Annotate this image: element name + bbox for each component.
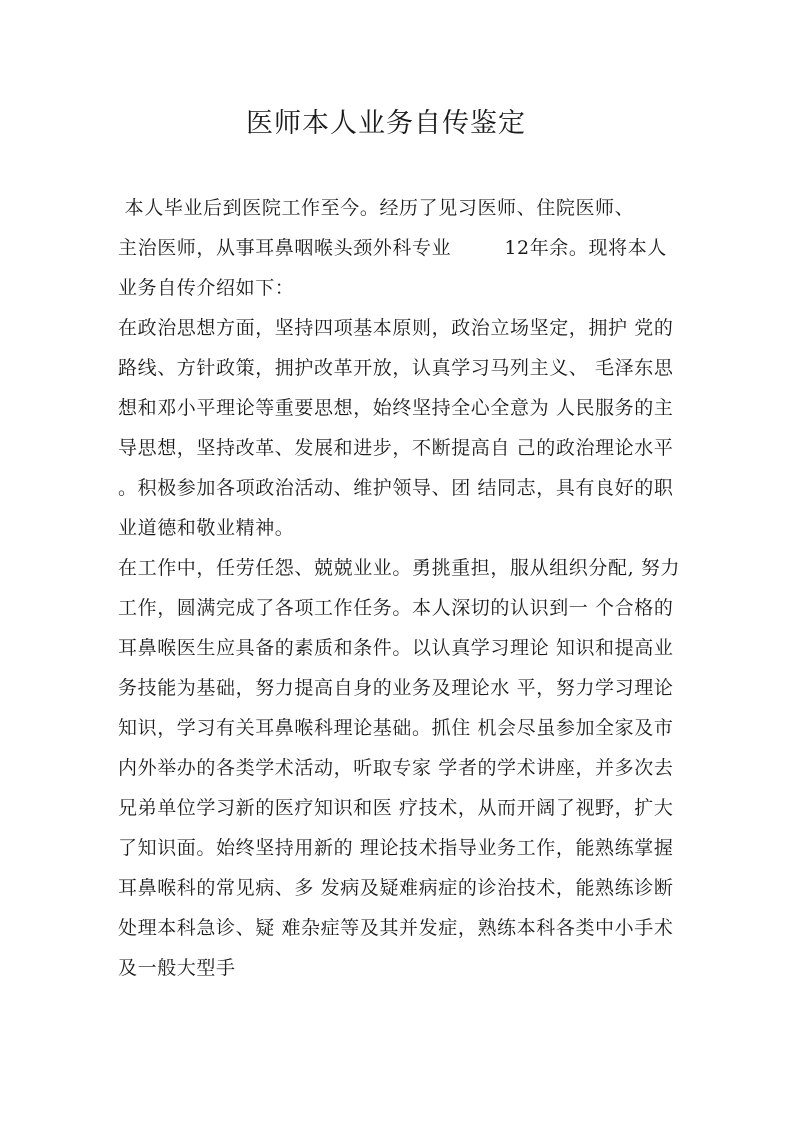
body-line-11: 工作，圆满完成了各项工作任务。本人深切的认识到一 个合格的	[118, 597, 674, 619]
body-line-4: 在政治思想方面，坚持四项基本原则，政治立场坚定，拥护 党的	[118, 317, 674, 339]
document-title: 医师本人业务自传鉴定	[246, 108, 526, 139]
body-line-1: 本人毕业后到医院工作至今。经历了见习医师、住院医师、	[118, 197, 635, 219]
body-line-10: 在工作中，任劳任怨、兢兢业业。勇挑重担，服从组织分配, 努力	[118, 557, 681, 579]
document-title-wrap	[0, 104, 800, 144]
body-line-9: 业道德和敬业精神。	[118, 517, 295, 539]
body-line-8: 。积极参加各项政治活动、维护领导、团 结同志，具有良好的职	[118, 477, 674, 499]
document-body	[118, 188, 698, 988]
body-line-18: 耳鼻喉科的常见病、多 发病及疑难病症的诊治技术，能熟练诊断	[118, 877, 674, 899]
body-line-5: 路线、方针政策，拥护改革开放，认真学习马列主义、 毛泽东思	[118, 357, 674, 379]
body-line-19: 处理本科急诊、疑 难杂症等及其并发症，熟练本科各类中小手术	[118, 917, 674, 939]
body-line-16: 兄弟单位学习新的医疗知识和医 疗技术，从而开阔了视野，扩大	[118, 797, 674, 819]
body-line-17: 了知识面。始终坚持用新的 理论技术指导业务工作，能熟练掌握	[118, 837, 674, 859]
body-line-20: 及一般大型手	[118, 957, 236, 979]
body-line-15: 内外举办的各类学术活动，听取专家 学者的学术讲座，并多次去	[118, 757, 674, 779]
body-line-3: 业务自传介绍如下：	[118, 277, 295, 299]
body-line-13: 务技能为基础，努力提高自身的业务及理论水 平，努力学习理论	[118, 677, 674, 699]
body-line-12: 耳鼻喉医生应具备的素质和条件。以认真学习理论 知识和提高业	[118, 637, 674, 659]
body-line-7: 导思想，坚持改革、发展和进步，不断提高自 己的政治理论水平	[118, 437, 674, 459]
body-line-14: 知识，学习有关耳鼻喉科理论基础。抓住 机会尽虽参加全家及市	[118, 717, 674, 739]
body-line-6: 想和邓小平理论等重要思想，始终坚持全心全意为 人民服务的主	[118, 397, 674, 419]
body-line-2: 主治医师，从事耳鼻咽喉头颈外科专业 12年余。现将本人	[118, 237, 667, 259]
